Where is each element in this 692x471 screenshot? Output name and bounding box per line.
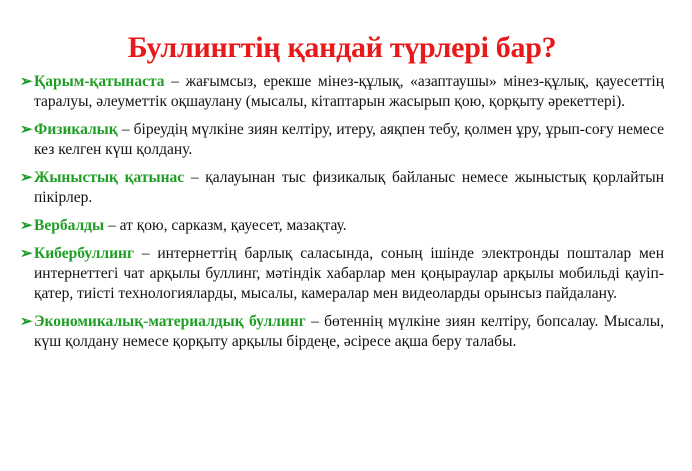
arrow-bullet-icon: ➢	[20, 246, 33, 262]
item-term: Физикалық	[34, 121, 118, 138]
item-term: Қарым-қатынаста	[34, 73, 165, 90]
item-term: Вербалды	[34, 217, 105, 234]
item-text: – бөтеннің мүлкіне зиян келтіру, бопсалау. Мысалы, күш қолдану немесе қорқыту арқылы бірдеңе, әсіресе ақша беру талабы.	[34, 313, 664, 350]
list-item	[20, 168, 664, 208]
list-item	[20, 72, 664, 112]
bullying-types-list	[20, 72, 664, 352]
item-text: – қалауынан тыс физикалық байланыс немесе жыныстық қорлайтын пікірлер.	[34, 169, 664, 206]
arrow-bullet-icon: ➢	[20, 218, 33, 234]
item-text: – жағымсыз, ерекше мінез-құлық, «азаптаушы» мінез-құлық, қауесеттің таралуы, әлеуметтік оқшаулану (мысалы, кітаптарын жасырып қою, қорқыту әрекеттері).	[34, 73, 664, 110]
slide-title: Буллингтің қандай түрлері бар?	[127, 31, 557, 64]
item-text: – ат қою, сарказм, қауесет, мазақтау.	[104, 217, 347, 234]
item-text: – біреудің мүлкіне зиян келтіру, итеру, аяқпен тебу, қолмен ұру, ұрып-соғу немесе кез келген күш қолдану.	[34, 121, 664, 158]
arrow-bullet-icon: ➢	[20, 314, 33, 330]
arrow-bullet-icon: ➢	[20, 122, 33, 138]
arrow-bullet-icon: ➢	[20, 74, 33, 90]
item-text: – интернеттің барлық саласында, соның ішінде электронды пошталар мен интернеттегі чат арқылы буллинг, мәтіндік хабарлар мен қоңыраулар арқылы мобильді қауіп-қатер, тиісті технологияларды, мысалы, камералар мен видеоларды орынсыз пайдалану.	[34, 245, 664, 302]
item-term: Кибербуллинг	[34, 245, 135, 262]
list-item	[20, 120, 664, 160]
arrow-bullet-icon: ➢	[20, 170, 33, 186]
item-term: Экономикалық-материалдық буллинг	[34, 313, 306, 330]
list-item	[20, 244, 664, 304]
item-term: Жыныстық қатынас	[34, 169, 185, 186]
list-item	[20, 312, 664, 352]
list-item	[20, 216, 664, 236]
